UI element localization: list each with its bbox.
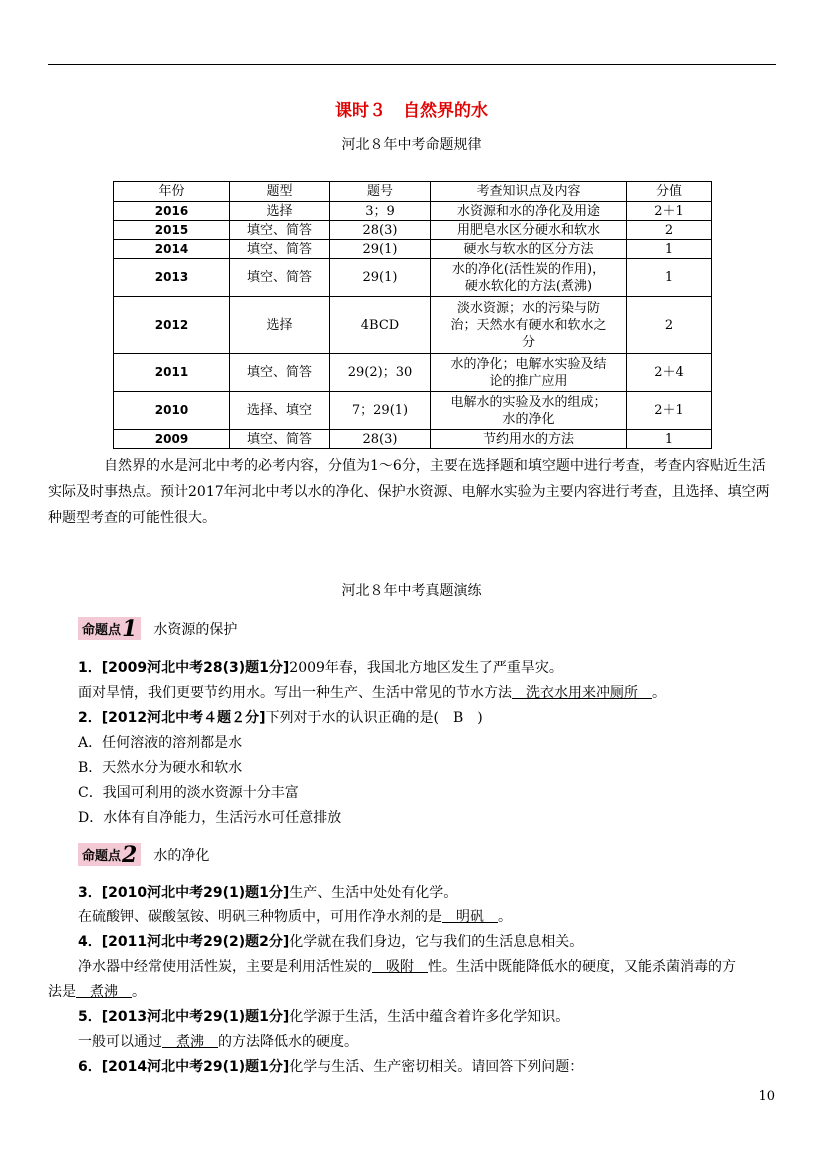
question-3-body: 在硫酸钾、碳酸氢铵、明矾三种物质中，可用作净水剂的是 明矾 。 — [78, 909, 512, 925]
topic-badge-1 — [78, 617, 237, 640]
cell-number: 3；9 — [330, 202, 431, 221]
table-row — [114, 240, 712, 259]
cell-year: 2013 — [114, 259, 230, 297]
answer-blank: 洗衣水用来冲厕所 — [512, 685, 652, 701]
cell-content — [431, 354, 627, 392]
content-line: 分 — [521, 334, 535, 350]
topic-badge-2 — [78, 843, 209, 866]
cell-content — [431, 240, 627, 259]
cell-type: 选择 — [230, 202, 330, 221]
cell-content — [431, 297, 627, 354]
section-heading-rules: 河北８年中考命题规律 — [341, 137, 482, 153]
answer-blank: 煮沸 — [162, 1034, 218, 1050]
question-source: [2009河北中考28(3)题1分] — [101, 660, 290, 676]
intro-paragraph: 自然界的水是河北中考的必考内容，分值为1～6分，主要在选择题和填空题中进行考查，考查内容贴近生活实际及时事热点。预计2017年河北中考以水的净化、保护水资源、电解水实验为主要内容进行考查，且选择、填空两种题型考查的可能性很大。 — [48, 458, 770, 526]
header-year: 年份 — [114, 182, 230, 202]
cell-content — [431, 221, 627, 240]
header-score: 分值 — [627, 182, 712, 202]
cell-year: 2009 — [114, 430, 230, 449]
cell-content — [431, 392, 627, 430]
content-line: 治；天然水有硬水和软水之 — [450, 317, 607, 333]
content-line: 节约用水的方法 — [482, 431, 574, 447]
topic-title: 水资源的保护 — [153, 621, 238, 638]
cell-number: 28(3) — [330, 430, 431, 449]
cell-score: 2＋4 — [627, 354, 712, 392]
cell-score: 2＋1 — [627, 392, 712, 430]
cell-content — [431, 202, 627, 221]
content-line: 水的净化(活性炭的作用)， — [451, 261, 606, 277]
answer-blank: 吸附 — [372, 959, 428, 975]
question-5: 5．[2013河北中考29(1)题1分]化学源于生活，生活中蕴含着许多化学知识。 — [78, 1009, 570, 1025]
content-line: 硬水与软水的区分方法 — [463, 241, 594, 257]
question-4: 4．[2011河北中考29(2)题2分]化学就在我们身边，它与我们的生活息息相关。 — [78, 934, 584, 950]
question-5-body: 一般可以通过 煮沸 的方法降低水的硬度。 — [78, 1034, 358, 1050]
cell-number: 29(1) — [330, 240, 431, 259]
cell-type: 填空、简答 — [230, 259, 330, 297]
cell-type: 填空、简答 — [230, 430, 330, 449]
cell-year: 2010 — [114, 392, 230, 430]
topic-label: 命题点 — [82, 623, 122, 638]
topic-label: 命题点 — [82, 849, 122, 864]
cell-score: 1 — [627, 259, 712, 297]
cell-score: 2 — [627, 297, 712, 354]
cell-type: 选择、填空 — [230, 392, 330, 430]
question-6: 6．[2014河北中考29(1)题1分]化学与生活、生产密切相关。请回答下列问题： — [78, 1059, 584, 1075]
cell-number: 29(1) — [330, 259, 431, 297]
cell-score: 2 — [627, 221, 712, 240]
question-source: [2011河北中考29(2)题2分] — [101, 934, 290, 950]
question-source: [2012河北中考４题２分] — [101, 710, 266, 726]
option-a: A．任何溶液的溶剂都是水 — [78, 735, 243, 751]
content-line: 淡水资源；水的污染与防 — [456, 300, 600, 316]
cell-number: 4BCD — [330, 297, 431, 354]
cell-type: 填空、简答 — [230, 221, 330, 240]
cell-type: 填空、简答 — [230, 240, 330, 259]
cell-year: 2011 — [114, 354, 230, 392]
page-number: 10 — [758, 1089, 775, 1104]
question-1: 1．[2009河北中考28(3)题1分]2009年春，我国北方地区发生了严重旱灾。 — [78, 660, 563, 676]
content-line: 水的净化 — [502, 411, 555, 427]
content-line: 论的推广应用 — [489, 373, 568, 389]
cell-content — [431, 430, 627, 449]
cell-score: 2＋1 — [627, 202, 712, 221]
table-row — [114, 354, 712, 392]
table-row — [114, 202, 712, 221]
cell-type: 填空、简答 — [230, 354, 330, 392]
page-title: 课时３ 自然界的水 — [335, 101, 488, 121]
header-number: 题号 — [330, 182, 431, 202]
cell-score: 1 — [627, 240, 712, 259]
content-line: 电解水的实验及水的组成； — [450, 394, 607, 410]
cell-number: 7；29(1) — [330, 392, 431, 430]
option-b: B．天然水分为硬水和软水 — [78, 760, 243, 776]
topic-title: 水的净化 — [153, 847, 210, 864]
cell-year: 2016 — [114, 202, 230, 221]
topic-number: 1 — [122, 616, 138, 642]
table-row — [114, 259, 712, 297]
table-row — [114, 392, 712, 430]
content-line: 用肥皂水区分硬水和软水 — [456, 222, 600, 238]
top-rule — [48, 64, 776, 65]
question-source: [2014河北中考29(1)题1分] — [101, 1059, 290, 1075]
content-line: 水的净化；电解水实验及结 — [450, 356, 607, 372]
cell-year: 2014 — [114, 240, 230, 259]
question-4-body-cont: 法是 煮沸 。 — [48, 984, 146, 1000]
cell-year: 2015 — [114, 221, 230, 240]
cell-number: 29(2)；30 — [330, 354, 431, 392]
header-type: 题型 — [230, 182, 330, 202]
question-1-body: 面对旱情，我们更要节约用水。写出一种生产、生活中常见的节水方法 洗衣水用来冲厕所 。 — [78, 685, 666, 701]
table-row — [114, 430, 712, 449]
table-row — [114, 297, 712, 354]
table-row — [114, 221, 712, 240]
option-c: C．我国可利用的淡水资源十分丰富 — [78, 785, 299, 801]
question-2: 2．[2012河北中考４题２分]下列对于水的认识正确的是( B ) — [78, 710, 483, 726]
content-line: 硬水软化的方法(煮沸) — [464, 278, 593, 294]
answer-blank: 煮沸 — [76, 984, 132, 1000]
header-content: 考查知识点及内容 — [431, 182, 627, 202]
cell-year: 2012 — [114, 297, 230, 354]
question-source: [2013河北中考29(1)题1分] — [101, 1009, 290, 1025]
exam-rules-table — [113, 181, 712, 449]
section-heading-exercises: 河北８年中考真题演练 — [341, 583, 482, 599]
cell-content — [431, 259, 627, 297]
cell-type: 选择 — [230, 297, 330, 354]
cell-number: 28(3) — [330, 221, 431, 240]
answer-blank: 明矾 — [442, 909, 498, 925]
question-4-body: 净水器中经常使用活性炭，主要是利用活性炭的 吸附 性。生活中既能降低水的硬度，又能杀菌消毒的方 — [78, 959, 736, 975]
question-source: [2010河北中考29(1)题1分] — [101, 885, 290, 901]
option-d: D．水体有自净能力，生活污水可任意排放 — [78, 810, 342, 826]
topic-number: 2 — [122, 842, 138, 868]
cell-score: 1 — [627, 430, 712, 449]
question-3: 3．[2010河北中考29(1)题1分]生产、生活中处处有化学。 — [78, 885, 458, 901]
content-line: 水资源和水的净化及用途 — [456, 203, 600, 219]
table-header-row — [114, 182, 712, 202]
